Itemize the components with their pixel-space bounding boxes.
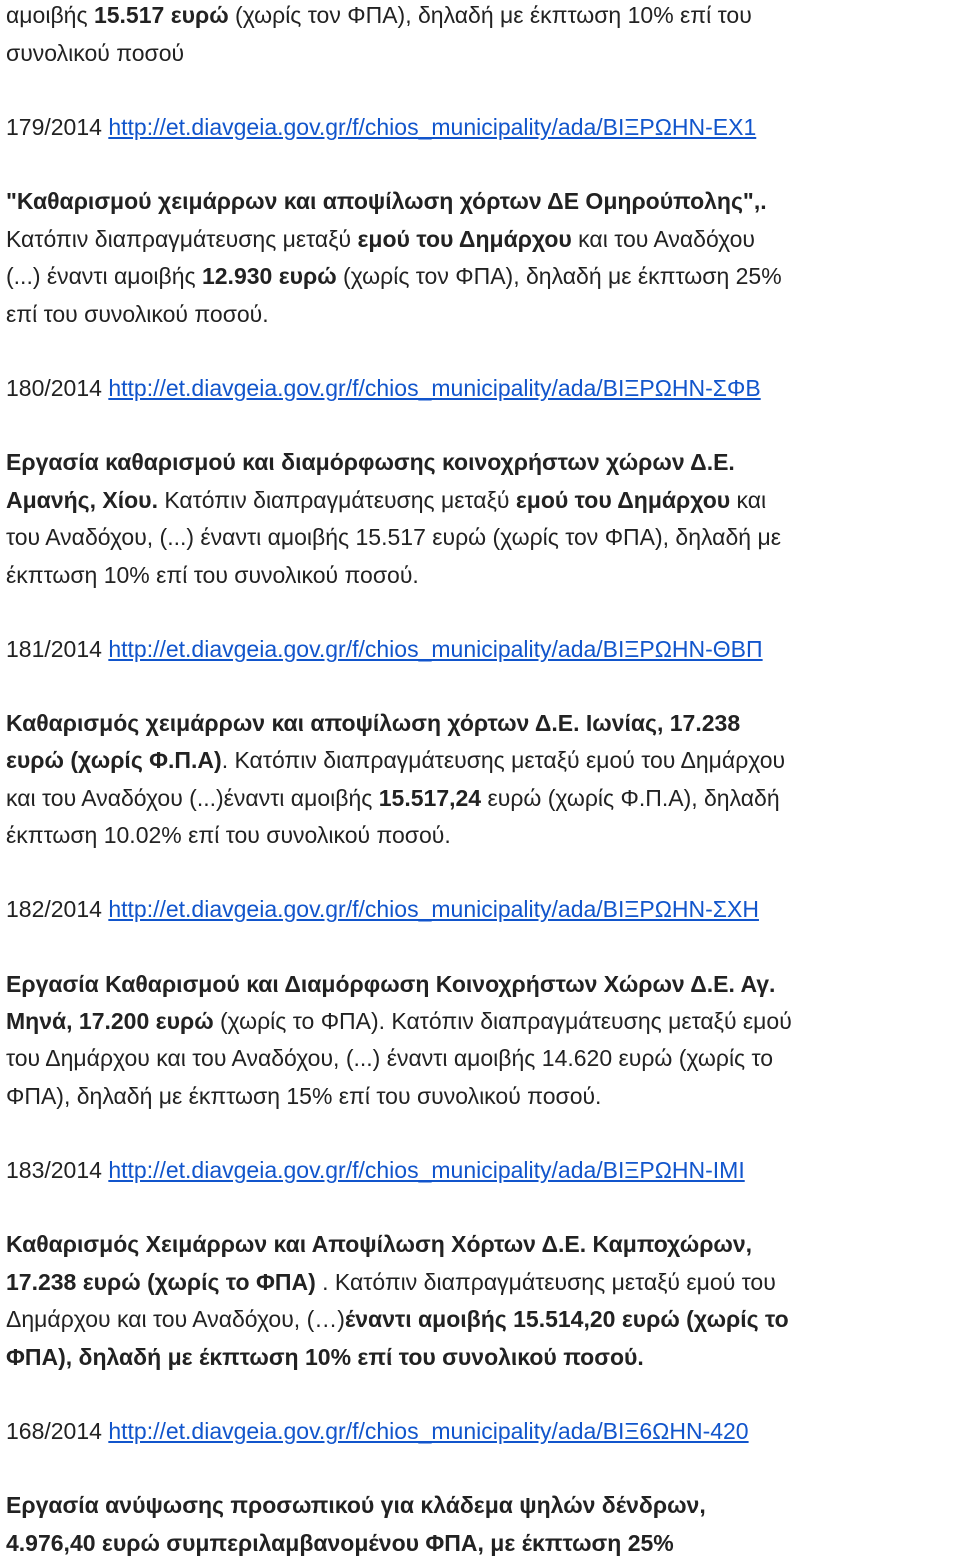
- entry-text: επί του συνολικού ποσού.: [6, 301, 269, 327]
- entry-title: Εργασία Καθαρισμού και Διαμόρφωση Κοινοχρήστων Χώρων Δ.Ε. Αγ.: [6, 971, 776, 997]
- entry-amount: 12.930 ευρώ: [201, 263, 337, 289]
- entry-number: 182/2014: [6, 896, 109, 922]
- entry-179-line-2: [6, 224, 755, 254]
- entry-180-line-4: [6, 560, 419, 590]
- entry-amount: 15.517,24: [378, 785, 482, 811]
- entry-text: Κατόπιν διαπραγμάτευσης μεταξύ: [157, 487, 516, 513]
- entry-text: Δημάρχου και του Αναδόχου, (…): [6, 1306, 345, 1332]
- entry-182-line-4: [6, 1081, 601, 1111]
- entry-text: του Αναδόχου, (...) έναντι αμοιβής 15.517 ευρώ (χωρίς τον ΦΠΑ), δηλαδή με: [6, 524, 781, 550]
- entry-168-header: [6, 1416, 749, 1446]
- entry-text: και του Αναδόχου (...)έναντι αμοιβής: [6, 785, 379, 811]
- entry-text-bold: εμού του Δημάρχου: [515, 487, 731, 513]
- entry-text: (χωρίς το ΦΠΑ). Κατόπιν διαπραγμάτευσης μεταξύ εμού: [213, 1008, 792, 1034]
- entry-181-line-1: [6, 708, 740, 738]
- entry-181-line-2: [6, 745, 785, 775]
- intro-text: συνολικού ποσού: [6, 40, 185, 66]
- diavgeia-link[interactable]: http://et.diavgeia.gov.gr/f/chios_municipality/ada/ΒΙΞΡΩΗΝ-ΕΧ1: [108, 114, 757, 140]
- diavgeia-link[interactable]: http://et.diavgeia.gov.gr/f/chios_municipality/ada/ΒΙΞΡΩΗΝ-ΘΒΠ: [108, 636, 763, 662]
- entry-182-line-2: [6, 1006, 792, 1036]
- entry-text: έκπτωση 10% επί του συνολικού ποσού.: [6, 562, 419, 588]
- intro-amount: 15.517 ευρώ: [93, 2, 229, 28]
- intro-text: (χωρίς τον ΦΠΑ), δηλαδή με έκπτωση 10% επί του: [228, 2, 752, 28]
- diavgeia-link[interactable]: http://et.diavgeia.gov.gr/f/chios_municipality/ada/ΒΙΞΡΩΗΝ-ΙΜΙ: [108, 1157, 745, 1183]
- entry-text-bold: εμού του Δημάρχου: [357, 226, 572, 252]
- entry-amount: Μηνά, 17.200 ευρώ: [6, 1008, 214, 1034]
- entry-182-header: [6, 894, 759, 924]
- entry-amount: ευρώ (χωρίς Φ.Π.Α): [6, 747, 222, 773]
- entry-182-line-1: [6, 969, 775, 999]
- intro-line-1: [6, 0, 752, 30]
- entry-180-line-3: [6, 522, 781, 552]
- entry-text-bold: ΦΠΑ), δηλαδή με έκπτωση 10% επί του συνολικού ποσού.: [6, 1344, 644, 1370]
- entry-183-header: [6, 1155, 745, 1185]
- entry-183-line-2: [6, 1267, 776, 1297]
- entry-179-line-4: [6, 299, 269, 329]
- entry-180-line-1: [6, 447, 735, 477]
- entry-text: ευρώ (χωρίς Φ.Π.Α), δηλαδή: [481, 785, 780, 811]
- entry-181-line-4: [6, 820, 451, 850]
- entry-text: και του Αναδόχου: [571, 226, 755, 252]
- entry-text: έκπτωση 10.02% επί του συνολικού ποσού.: [6, 822, 451, 848]
- entry-amount: 17.238 ευρώ (χωρίς το ΦΠΑ): [6, 1269, 323, 1295]
- entry-179-line-3: [6, 261, 782, 291]
- entry-168-line-1: [6, 1490, 706, 1520]
- entry-179-header: [6, 112, 756, 142]
- entry-title: Εργασία ανύψωσης προσωπικού για κλάδεμα ψηλών δένδρων,: [6, 1492, 706, 1518]
- entry-text: και: [730, 487, 767, 513]
- entry-181-header: [6, 634, 763, 664]
- entry-182-line-3: [6, 1043, 773, 1073]
- entry-text: Κατόπιν διαπραγμάτευσης μεταξύ: [6, 226, 358, 252]
- entry-168-line-2: [6, 1528, 674, 1558]
- entry-text: (...) έναντι αμοιβής: [6, 263, 202, 289]
- entry-number: 168/2014: [6, 1418, 109, 1444]
- entry-text: . Κατόπιν διαπραγμάτευσης μεταξύ εμού του Δημάρχου: [221, 747, 786, 773]
- entry-number: 181/2014: [6, 636, 109, 662]
- entry-number: 180/2014: [6, 375, 109, 401]
- entry-180-header: [6, 373, 761, 403]
- entry-183-line-3: [6, 1304, 789, 1334]
- intro-text: αμοιβής: [6, 2, 94, 28]
- intro-line-2: [6, 38, 184, 68]
- entry-amount: 4.976,40 ευρώ συμπεριλαμβανομένου ΦΠΑ, με έκπτωση 25%: [6, 1530, 674, 1556]
- entry-title: Καθαρισμός χειμάρρων και αποψίλωση χόρτων Δ.Ε. Ιωνίας, 17.238: [6, 710, 741, 736]
- entry-181-line-3: [6, 783, 780, 813]
- entry-text: του Δημάρχου και του Αναδόχου, (...) έναντι αμοιβής 14.620 ευρώ (χωρίς το: [6, 1045, 774, 1071]
- entry-180-line-2: [6, 485, 766, 515]
- entry-text: ΦΠΑ), δηλαδή με έκπτωση 15% επί του συνολικού ποσού.: [6, 1083, 602, 1109]
- entry-183-line-4: [6, 1342, 644, 1372]
- entry-text: (χωρίς τον ΦΠΑ), δηλαδή με έκπτωση 25%: [336, 263, 782, 289]
- diavgeia-link[interactable]: http://et.diavgeia.gov.gr/f/chios_municipality/ada/ΒΙΞΡΩΗΝ-ΣΦΒ: [108, 375, 761, 401]
- entry-title: Καθαρισμός Χειμάρρων και Αποψίλωση Χόρτων Δ.Ε. Καμποχώρων,: [6, 1231, 753, 1257]
- entry-179-line-1: [6, 186, 767, 216]
- diavgeia-link[interactable]: http://et.diavgeia.gov.gr/f/chios_municipality/ada/ΒΙΞΡΩΗΝ-ΣΧΗ: [108, 896, 759, 922]
- entry-text: . Κατόπιν διαπραγμάτευσης μεταξύ εμού του: [322, 1269, 776, 1295]
- entry-183-line-1: [6, 1229, 752, 1259]
- entry-title: Αμανής, Χίου.: [6, 487, 158, 513]
- entry-title: "Καθαρισμού χειμάρρων και αποψίλωση χόρτων ΔΕ Ομηρούπολης",.: [6, 188, 767, 214]
- entry-title: Εργασία καθαρισμού και διαμόρφωσης κοινοχρήστων χώρων Δ.Ε.: [6, 449, 735, 475]
- diavgeia-link[interactable]: http://et.diavgeia.gov.gr/f/chios_municipality/ada/ΒΙΞ6ΩΗΝ-420: [108, 1418, 749, 1444]
- entry-number: 179/2014: [6, 114, 109, 140]
- entry-text-bold: έναντι αμοιβής 15.514,20 ευρώ (χωρίς το: [344, 1306, 789, 1332]
- entry-number: 183/2014: [6, 1157, 109, 1183]
